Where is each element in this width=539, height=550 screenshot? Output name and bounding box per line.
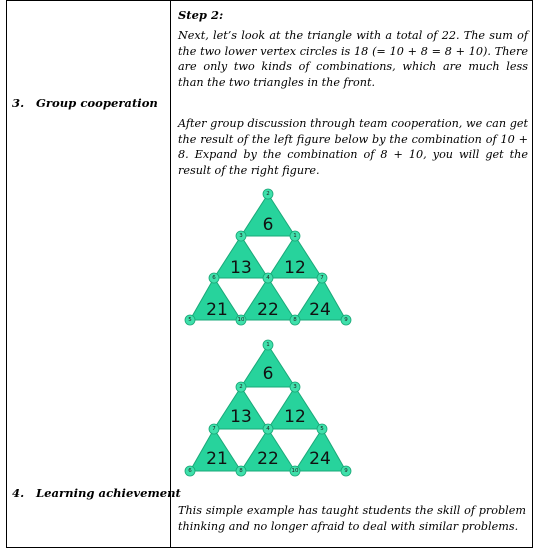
svg-text:5: 5 xyxy=(320,426,324,432)
vertex-node xyxy=(317,273,327,283)
svg-text:9: 9 xyxy=(344,468,348,474)
section-3-label: Group cooperation xyxy=(36,96,158,110)
svg-text:1: 1 xyxy=(293,233,297,239)
section-3-number: 3. xyxy=(12,96,25,110)
triangle-value: 21 xyxy=(206,449,228,469)
svg-text:7: 7 xyxy=(212,426,216,432)
svg-text:7: 7 xyxy=(320,275,324,281)
triangle-value: 6 xyxy=(262,215,274,235)
svg-text:2: 2 xyxy=(239,384,243,390)
step-paragraph: Next, let’s look at the triangle with a total of 22. The sum of the two lower vertex circles is 18 (= 10 + 8 = 8 + 10). There are only two kinds of combinations, which are much less than the two triangles in the front. xyxy=(178,29,528,89)
vertex-node xyxy=(263,189,273,199)
section-4-paragraph: This simple example has taught students the skill of problem thinking and no longer afraid to deal with similar problems. xyxy=(178,504,526,533)
vertex-node xyxy=(263,340,273,350)
vertex-node xyxy=(236,466,246,476)
svg-text:10: 10 xyxy=(237,317,245,323)
triangle-value: 13 xyxy=(230,258,252,278)
column-divider xyxy=(170,1,171,547)
vertex-node xyxy=(290,382,300,392)
triangle-value: 24 xyxy=(309,300,331,320)
triangle-value: 12 xyxy=(284,258,306,278)
vertex-node xyxy=(236,315,246,325)
table-border-left xyxy=(6,1,7,547)
svg-text:5: 5 xyxy=(188,317,192,323)
section-4-heading xyxy=(12,486,181,500)
vertex-node xyxy=(341,466,351,476)
svg-text:6: 6 xyxy=(212,275,216,281)
triangle-value: 13 xyxy=(230,407,252,427)
svg-text:2: 2 xyxy=(266,191,270,197)
svg-text:8: 8 xyxy=(293,317,297,323)
svg-text:6: 6 xyxy=(188,468,192,474)
svg-text:9: 9 xyxy=(344,317,348,323)
vertex-node xyxy=(290,315,300,325)
vertex-node xyxy=(209,424,219,434)
svg-text:10: 10 xyxy=(291,468,299,474)
triangle-value: 24 xyxy=(309,449,331,469)
vertex-node xyxy=(263,424,273,434)
vertex-node xyxy=(341,315,351,325)
triangle-value: 6 xyxy=(262,364,274,384)
svg-text:1: 1 xyxy=(266,342,270,348)
vertex-node xyxy=(236,231,246,241)
table-border-right xyxy=(532,1,533,547)
triangle-value: 22 xyxy=(257,449,279,469)
vertex-node xyxy=(290,231,300,241)
vertex-node xyxy=(185,466,195,476)
svg-text:4: 4 xyxy=(266,275,270,281)
vertex-node xyxy=(263,273,273,283)
section-3-paragraph: After group discussion through team cooperation, we can get the result of the left figure below by the combination of 10 + 8. Expand by the combination of 8 + 10, you will get the result of the right figure. xyxy=(178,117,528,177)
svg-text:8: 8 xyxy=(239,468,243,474)
triangle-value: 21 xyxy=(206,300,228,320)
triangle-figure-left xyxy=(182,186,354,328)
vertex-node xyxy=(236,382,246,392)
svg-text:3: 3 xyxy=(239,233,243,239)
vertex-node xyxy=(317,424,327,434)
triangle-figure-right xyxy=(182,337,354,479)
section-4-label: Learning achievement xyxy=(36,486,181,500)
svg-text:3: 3 xyxy=(293,384,297,390)
vertex-node xyxy=(290,466,300,476)
section-3-heading xyxy=(12,96,158,110)
triangle-value: 22 xyxy=(257,300,279,320)
vertex-node xyxy=(209,273,219,283)
section-4-number: 4. xyxy=(12,486,25,500)
svg-text:4: 4 xyxy=(266,426,270,432)
step-title: Step 2: xyxy=(178,8,224,22)
triangle-value: 12 xyxy=(284,407,306,427)
vertex-node xyxy=(185,315,195,325)
